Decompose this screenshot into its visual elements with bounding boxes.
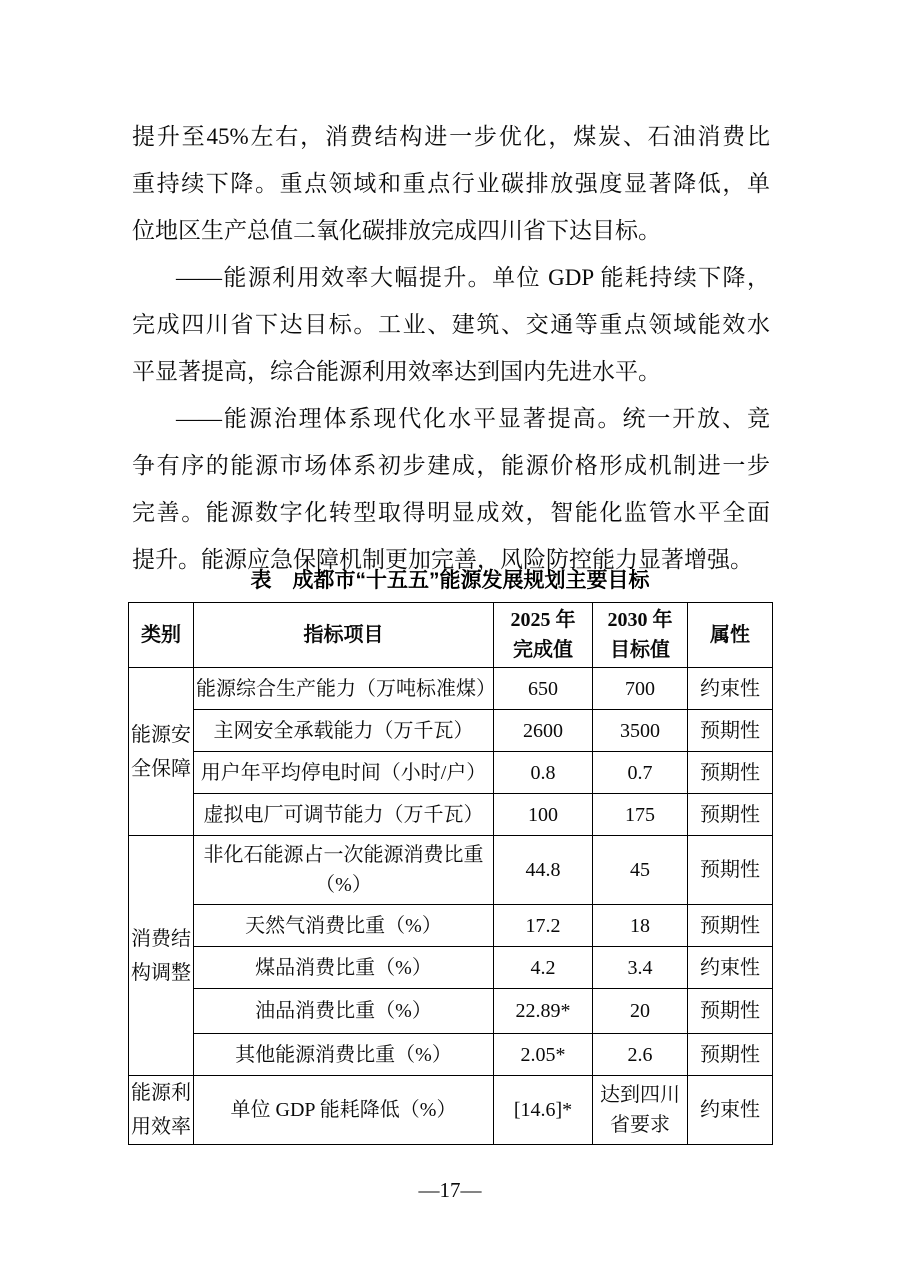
table-row bbox=[129, 668, 773, 710]
table-header-row bbox=[129, 603, 773, 668]
paragraph-line: 位地区生产总值二氧化碳排放完成四川省下达目标。 bbox=[132, 218, 661, 243]
cell-2030: 45 bbox=[593, 836, 688, 905]
paragraph-line: 提升。能源应急保障机制更加完善，风险防控能力显著增强。 bbox=[132, 547, 753, 572]
cell-2025: 2.05* bbox=[494, 1034, 593, 1076]
cell-2030: 3500 bbox=[593, 710, 688, 752]
paragraph-line: 完成四川省下达目标。工业、建筑、交通等重点领域能效水 bbox=[132, 312, 770, 337]
cell-indicator: 单位 GDP 能耗降低（%） bbox=[194, 1076, 494, 1145]
cell-attribute: 预期性 bbox=[688, 710, 773, 752]
table-row bbox=[129, 947, 773, 989]
cell-attribute: 预期性 bbox=[688, 1034, 773, 1076]
table-row bbox=[129, 905, 773, 947]
cell-indicator: 天然气消费比重（%） bbox=[194, 905, 494, 947]
targets-table bbox=[128, 602, 773, 1145]
header-2030-line2: 目标值 bbox=[610, 639, 670, 661]
cell-2025: 0.8 bbox=[494, 752, 593, 794]
header-2030-line1: 2030 年 bbox=[607, 609, 673, 631]
paragraph-line: 重持续下降。重点领域和重点行业碳排放强度显著降低，单 bbox=[132, 171, 770, 196]
cell-2025: 22.89* bbox=[494, 989, 593, 1034]
cell-attribute: 约束性 bbox=[688, 947, 773, 989]
cell-attribute: 预期性 bbox=[688, 905, 773, 947]
cell-attribute: 约束性 bbox=[688, 1076, 773, 1145]
header-2025-line1: 2025 年 bbox=[510, 609, 576, 631]
page-number: —17— bbox=[418, 1178, 482, 1202]
cell-indicator: 主网安全承载能力（万千瓦） bbox=[194, 710, 494, 752]
cell-indicator: 其他能源消费比重（%） bbox=[194, 1034, 494, 1076]
table-title: 表 成都市“十五五”能源发展规划主要目标 bbox=[250, 569, 650, 592]
table-row bbox=[129, 752, 773, 794]
cell-indicator: 煤品消费比重（%） bbox=[194, 947, 494, 989]
table-row bbox=[129, 989, 773, 1034]
cell-2030: 700 bbox=[593, 668, 688, 710]
cell-2025: 44.8 bbox=[494, 836, 593, 905]
cell-attribute: 预期性 bbox=[688, 752, 773, 794]
category-cell-energy-efficiency: 能源利用效率 bbox=[129, 1076, 194, 1145]
cell-attribute: 预期性 bbox=[688, 989, 773, 1034]
cell-2030: 175 bbox=[593, 794, 688, 836]
cell-indicator: 油品消费比重（%） bbox=[194, 989, 494, 1034]
header-2025-line2: 完成值 bbox=[513, 639, 573, 661]
cell-attribute: 预期性 bbox=[688, 836, 773, 905]
table-row bbox=[129, 794, 773, 836]
cell-2030: 18 bbox=[593, 905, 688, 947]
cell-2025: [14.6]* bbox=[494, 1076, 593, 1145]
paragraph-line: ——能源治理体系现代化水平显著提高。统一开放、竞 bbox=[176, 406, 770, 431]
paragraph-line: 平显著提高，综合能源利用效率达到国内先进水平。 bbox=[132, 359, 661, 384]
cell-2025: 4.2 bbox=[494, 947, 593, 989]
header-category: 类别 bbox=[129, 603, 194, 668]
cell-indicator: 能源综合生产能力（万吨标准煤） bbox=[194, 668, 494, 710]
paragraph-line: 争有序的能源市场体系初步建成，能源价格形成机制进一步 bbox=[132, 453, 770, 478]
paragraph-line: 完善。能源数字化转型取得明显成效，智能化监管水平全面 bbox=[132, 500, 770, 525]
cell-2025: 100 bbox=[494, 794, 593, 836]
cell-2025: 17.2 bbox=[494, 905, 593, 947]
category-cell-consumption-structure: 消费结构调整 bbox=[129, 836, 194, 1076]
cell-2030: 0.7 bbox=[593, 752, 688, 794]
header-2030 bbox=[593, 603, 688, 668]
cell-2030: 达到四川省要求 bbox=[593, 1076, 688, 1145]
header-indicator: 指标项目 bbox=[194, 603, 494, 668]
cell-2030: 20 bbox=[593, 989, 688, 1034]
table-row bbox=[129, 710, 773, 752]
table-row bbox=[129, 1076, 773, 1145]
cell-attribute: 预期性 bbox=[688, 794, 773, 836]
table-row bbox=[129, 1034, 773, 1076]
paragraph-line: 提升至45%左右，消费结构进一步优化，煤炭、石油消费比 bbox=[132, 124, 770, 149]
header-attribute: 属性 bbox=[688, 603, 773, 668]
paragraph-line: ——能源利用效率大幅提升。单位 GDP 能耗持续下降， bbox=[176, 265, 770, 290]
cell-indicator: 非化石能源占一次能源消费比重（%） bbox=[194, 836, 494, 905]
cell-2025: 650 bbox=[494, 668, 593, 710]
category-cell-energy-security: 能源安全保障 bbox=[129, 668, 194, 836]
cell-2030: 2.6 bbox=[593, 1034, 688, 1076]
table-row bbox=[129, 836, 773, 905]
header-2025 bbox=[494, 603, 593, 668]
cell-indicator: 虚拟电厂可调节能力（万千瓦） bbox=[194, 794, 494, 836]
cell-attribute: 约束性 bbox=[688, 668, 773, 710]
body-text bbox=[132, 113, 770, 583]
cell-indicator: 用户年平均停电时间（小时/户） bbox=[194, 752, 494, 794]
cell-2030: 3.4 bbox=[593, 947, 688, 989]
cell-2025: 2600 bbox=[494, 710, 593, 752]
